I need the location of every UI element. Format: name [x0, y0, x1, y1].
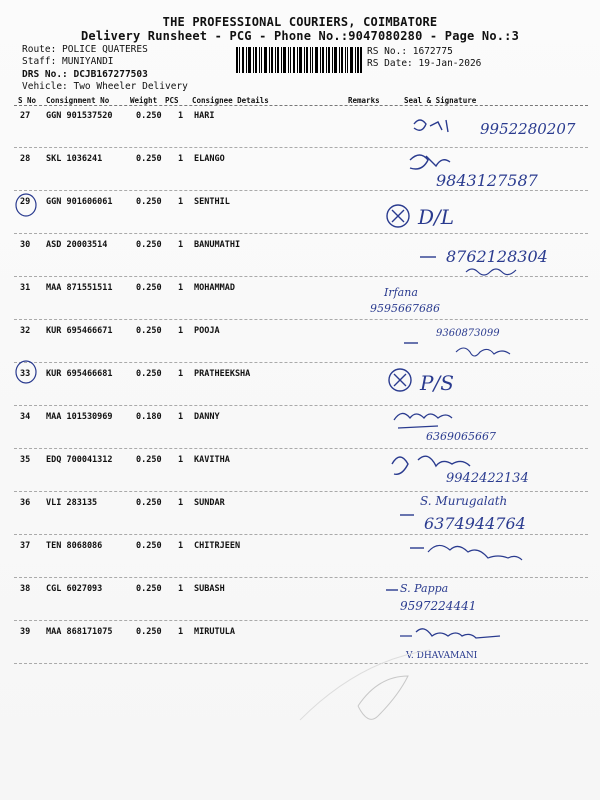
row-weight: 0.250 [136, 197, 162, 207]
row-consignee: SUBASH [194, 584, 225, 594]
table-row [0, 578, 600, 621]
col-seal-header: Seal & Signature [404, 96, 477, 105]
handwritten-phone-32: 9360873099 [436, 328, 500, 339]
row-sno: 39 [20, 627, 31, 637]
row-consignment-no: EDQ 700041312 [46, 455, 113, 465]
faint-pencil-mark [358, 676, 408, 719]
row-consignment-no: KUR 695466671 [46, 326, 113, 336]
handwritten-phone-31: 9595667686 [370, 302, 440, 315]
row-pcs: 1 [178, 627, 184, 637]
row-sno: 28 [20, 154, 31, 164]
row-pcs: 1 [178, 541, 184, 551]
handwritten-phone-28: 9843127587 [436, 171, 538, 190]
rs-no-text: RS No.: 1672775 [367, 46, 453, 57]
row-sno: 37 [20, 541, 31, 551]
row-consignee: DANNY [194, 412, 220, 422]
drs-text: DRS No.: DCJB167277503 [22, 69, 148, 80]
row-pcs: 1 [178, 455, 184, 465]
row-sno: 33 [20, 369, 31, 379]
row-consignment-no: VLI 283135 [46, 498, 98, 508]
row-weight: 0.180 [136, 412, 162, 422]
row-pcs: 1 [178, 283, 184, 293]
row-weight: 0.250 [136, 541, 162, 551]
table-row [0, 234, 600, 277]
row-sno: 27 [20, 111, 31, 121]
row-sno: 31 [20, 283, 31, 293]
col-remarks-header: Remarks [348, 96, 380, 105]
row-consignee: MIRUTULA [194, 627, 235, 637]
row-consignee: SENTHIL [194, 197, 230, 207]
row-sno: 29 [20, 197, 31, 207]
table-row [0, 277, 600, 320]
row-sno: 35 [20, 455, 31, 465]
row-consignee: SUNDAR [194, 498, 225, 508]
col-consignee-header: Consignee Details [192, 96, 269, 105]
row-consignee: PRATHEEKSHA [194, 369, 251, 379]
row-sno: 36 [20, 498, 31, 508]
row-weight: 0.250 [136, 369, 162, 379]
route-text: Route: POLICE QUATERES [22, 44, 148, 55]
table-row [0, 449, 600, 492]
row-consignment-no: ASD 20003514 [46, 240, 108, 250]
row-sno: 30 [20, 240, 31, 250]
row-sno: 38 [20, 584, 31, 594]
runsheet-title: Delivery Runsheet - PCG - Phone No.:9047080280 - Page No.:3 [80, 29, 520, 43]
row-sno: 34 [20, 412, 31, 422]
row-weight: 0.250 [136, 326, 162, 336]
handwritten-phone-34: 6369065667 [426, 430, 496, 443]
row-pcs: 1 [178, 240, 184, 250]
row-pcs: 1 [178, 498, 184, 508]
row-consignee: MOHAMMAD [194, 283, 235, 293]
table-row [0, 105, 600, 148]
row-consignment-no: TEN 8068086 [46, 541, 103, 551]
handwritten-name-31: Irfana [384, 286, 418, 299]
row-pcs: 1 [178, 326, 184, 336]
handwritten-name-38: S. Pappa [400, 582, 449, 595]
row-weight: 0.250 [136, 240, 162, 250]
handwritten-phone-36: 6374944764 [424, 514, 526, 533]
row-weight: 0.250 [136, 154, 162, 164]
row-pcs: 1 [178, 369, 184, 379]
row-weight: 0.250 [136, 498, 162, 508]
col-sno-header: S No [18, 96, 37, 105]
row-pcs: 1 [178, 111, 184, 121]
table-row [0, 320, 600, 363]
row-consignment-no: SKL 1036241 [46, 154, 103, 164]
handwritten-name-39: V. DHAVAMANI [406, 651, 478, 661]
row-divider [14, 663, 588, 664]
col-consignment-header: Consignment No [46, 96, 110, 105]
row-consignment-no: MAA 101530969 [46, 412, 113, 422]
row-weight: 0.250 [136, 455, 162, 465]
row-sno: 32 [20, 326, 31, 336]
handwritten-status-33: P/S [420, 371, 454, 395]
row-pcs: 1 [178, 154, 184, 164]
row-consignee: ELANGO [194, 154, 225, 164]
handwritten-status-29: D/L [418, 205, 455, 229]
row-weight: 0.250 [136, 627, 162, 637]
row-consignee: POOJA [194, 326, 220, 336]
row-consignee: CHITRJEEN [194, 541, 241, 551]
handwritten-phone-30: 8762128304 [446, 247, 548, 266]
col-weight-header: Weight [130, 96, 158, 105]
col-pcs-header: PCS [165, 96, 179, 105]
vehicle-text: Vehicle: Two Wheeler Delivery [22, 81, 188, 92]
handwritten-phone-38: 9597224441 [400, 599, 477, 613]
row-weight: 0.250 [136, 283, 162, 293]
staff-text: Staff: MUNIYANDI [22, 56, 114, 67]
row-weight: 0.250 [136, 111, 162, 121]
row-pcs: 1 [178, 197, 184, 207]
row-consignee: KAVITHA [194, 455, 230, 465]
handwritten-phone-27: 9952280207 [480, 120, 576, 138]
handwritten-phone-35: 9942422134 [446, 471, 529, 486]
row-pcs: 1 [178, 412, 184, 422]
row-consignment-no: GGN 901606061 [46, 197, 113, 207]
row-consignee: BANUMATHI [194, 240, 241, 250]
table-row [0, 148, 600, 191]
table-row [0, 363, 600, 406]
table-row [0, 191, 600, 234]
row-pcs: 1 [178, 584, 184, 594]
company-title: THE PROFESSIONAL COURIERS, COIMBATORE [162, 15, 438, 29]
table-row [0, 406, 600, 449]
row-consignment-no: CGL 6027093 [46, 584, 103, 594]
table-row [0, 535, 600, 578]
row-consignment-no: MAA 871551511 [46, 283, 113, 293]
row-consignment-no: GGN 901537520 [46, 111, 113, 121]
rs-date-text: RS Date: 19-Jan-2026 [367, 58, 482, 69]
table-row [0, 492, 600, 535]
handwritten-name-36: S. Murugalath [420, 494, 508, 508]
barcode-image [236, 47, 362, 73]
row-consignment-no: MAA 868171075 [46, 627, 113, 637]
table-row [0, 621, 600, 664]
row-consignment-no: KUR 695466681 [46, 369, 113, 379]
row-weight: 0.250 [136, 584, 162, 594]
row-consignee: HARI [194, 111, 215, 121]
